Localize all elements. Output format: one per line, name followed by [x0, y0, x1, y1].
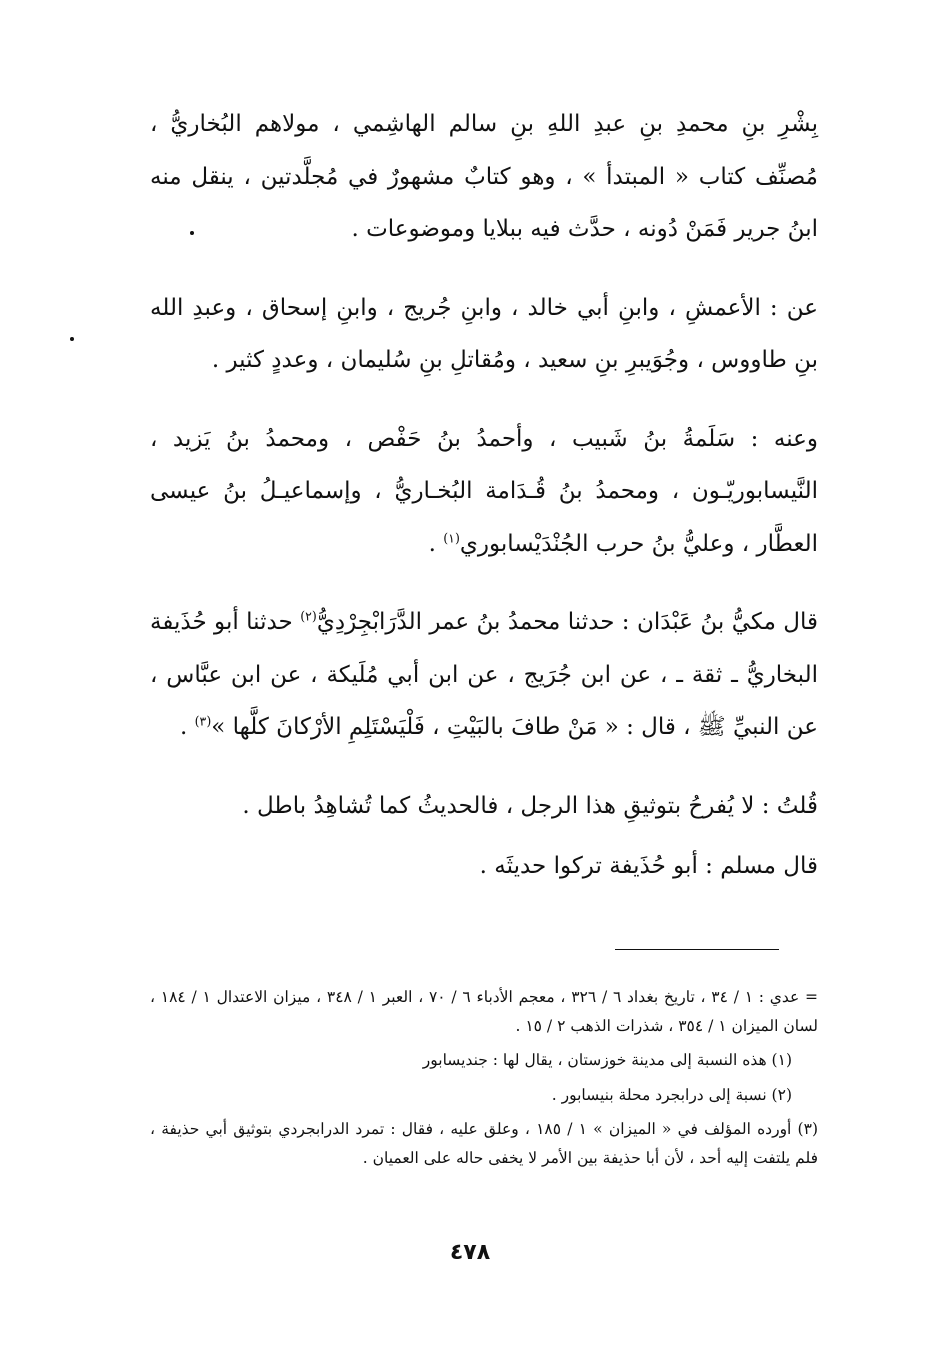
footnotes [150, 983, 818, 1178]
paragraph-text: وعنه : سَلَمةُ بنُ شَبيب ، وأحمدُ بنُ حَفْص ، ومحمدُ بنُ يَزيد ، النَّيسابوريّـون ، ومحمدُ بنُ قُـدَامة البُخـاريُّ ، وإسماعيـلُ بنُ عيسى العطَّار ، وعليُّ بنُ حرب الجُنْدَيْسابوري [150, 425, 818, 557]
footnote-ref-1: (١) [443, 529, 460, 545]
paragraph-end: . [428, 530, 444, 557]
paragraph-end: . [179, 714, 195, 740]
paragraph-text: قال مكيُّ بنُ عَبْدَان : حدثنا محمدُ بنُ عمر الدَّرَابْجِرْدِيُّ [316, 609, 818, 635]
paragraph-text: حدثنا أبو حُذَيفة البخاريُّ ـ ثقة ـ ، عن ابن جُرَيج ، عن ابن أبي مُلَيكة ، عن ابن عبَّاس ، عن النبيِّ ﷺ ، قال : « مَنْ طافَ بالبَيْتِ ، فَلْيَسْتَلِمِ الأرْكانَ كلَّها » [150, 609, 818, 740]
footnote-continuation: = عدي : ١ / ٣٤ ، تاريخ بغداد ٦ / ٣٢٦ ، معجم الأدباء ٦ / ٧٠ ، العبر ١ / ٣٤٨ ، ميزان الاعتدال ١ / ١٨٤ ، لسان الميزان ١ / ٣٥٤ ، شذرات الذهب ٢ / ١٥ . [150, 988, 819, 1035]
paragraph-narrated-from: عن : الأعمشِ ، وابنِ أبي خالد ، وابنِ جُريج ، وابنِ إسحاق ، وعبدِ الله بنِ طاووس ، وجُوَيبرِ بنِ سعيد ، ومُقاتلِ بنِ سُليمان ، وعددٍ كثير . [150, 294, 818, 373]
paragraph-muslim-quote: قال مسلم : أبو حُذَيفة تركوا حديثَه . [479, 853, 818, 879]
footnote-1: (١) هذه النسبة إلى مدينة خوزستان ، يقال لها : جنديسابور [422, 1051, 792, 1069]
footnote-ref-2: (٢) [300, 608, 317, 624]
paragraph-author-comment: قُلتُ : لا يُفرحُ بتوثيقِ هذا الرجل ، فالحديثُ كما تُشاهِدُ باطل . [242, 792, 818, 819]
footnote-separator [615, 949, 779, 950]
footnote-ref-3: (٣) [194, 713, 212, 729]
margin-dot [70, 337, 74, 341]
paragraph-hadith [150, 596, 818, 754]
main-text [150, 98, 818, 919]
footnote-3: (٣) أورده المؤلف في « الميزان » ١ / ١٨٥ ، وعلق عليه ، فقال : تمرد الدرابجردي بتوثيق أبي حذيفة ، فلم يلتفت إليه أحد ، لأن أبا حذيفة بين الأمر لا يخفى حاله على العميان . [150, 1120, 818, 1167]
footnote-2: (٢) نسبة إلى درابجرد محلة بنيسابور . [551, 1085, 792, 1104]
paragraph-biography: بِشْرِ بنِ محمدِ بنِ عبدِ اللهِ بنِ سالم الهاشِمي ، مولاهم البُخاريُّ ، مُصنِّف كتاب « المبتدأ » ، وهو كتابٌ مشهورٌ في مُجلَّدتين ، ينقل منه ابنُ جرير فَمَنْ دُونه ، حدَّث فيه ببلايا وموضوعات . [150, 111, 818, 242]
paragraph-narrators-from-him [150, 413, 818, 571]
page-number: ٤٧٨ [449, 1240, 491, 1265]
